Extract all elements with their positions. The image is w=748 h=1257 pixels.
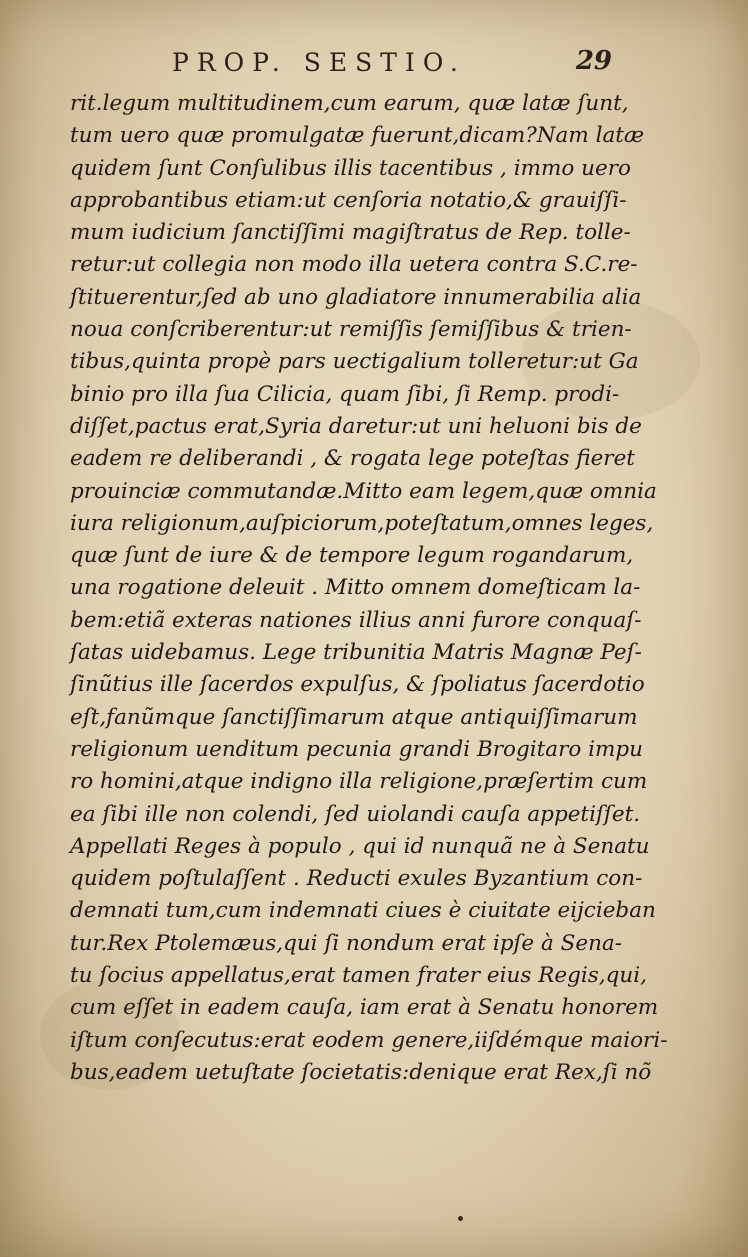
text-line: tur.Rex Ptolemæus,qui ſi nondum erat ipſe à Sena- — [70, 930, 623, 956]
text-line: rit.legum multitudinem,cum earum, quæ latæ ſunt, — [70, 91, 629, 116]
text-line: tibus,quinta propè pars uectigalium tolleretur:ut Ga — [70, 349, 639, 375]
text-line: tu ſocius appellatus,erat tamen frater eius Regis,qui, — [70, 963, 647, 989]
text-block — [70, 88, 668, 1089]
ink-mark — [458, 1216, 463, 1221]
text-line: binio pro illa ſua Cilicia, quam ſibi, ſi Remp. prodi- — [70, 381, 620, 407]
text-line: demnati tum,cum indemnati ciues è ciuitate eijcieban — [70, 898, 656, 924]
text-line: ſinũtius ille ſacerdos expulſus, & ſpoliatus ſacerdotio — [70, 672, 645, 698]
running-head — [72, 40, 612, 90]
text-line: quidem ſunt Conſulibus illis tacentibus , immo uero — [70, 155, 631, 181]
text-line: noua conſcriberentur:ut remiſſis ſemiſſibus & trien- — [70, 317, 632, 343]
text-line: retur:ut collegia non modo illa uetera contra S.C.re- — [70, 252, 638, 278]
text-line: iura religionum,auſpiciorum,poteſtatum,omnes leges, — [70, 510, 654, 536]
text-line: ſtituerentur,ſed ab uno gladiatore innumerabilia alia — [70, 284, 642, 310]
text-line: tum uero quæ promulgatæ fuerunt,dicam?Nam latæ — [70, 123, 645, 149]
text-line: quæ ſunt de iure & de tempore legum rogandarum, — [70, 543, 634, 569]
text-line: mum iudicium ſanctiſſimi magiſtratus de Rep. tolle- — [70, 220, 631, 246]
page-number: 29 — [575, 46, 612, 76]
text-line: quidem poſtulaſſent . Reducti exules Byzantium con- — [70, 866, 643, 892]
text-line: una rogatione deleuit . Mitto omnem domeſticam la- — [70, 575, 641, 601]
text-line: prouinciæ commutandæ.Mitto eam legem,quæ omnia — [70, 478, 657, 504]
text-line: bem:etiã exteras nationes illius anni furore conquaſ- — [70, 607, 642, 633]
text-line: ro homini,atque indigno illa religione,præſertim cum — [70, 769, 648, 795]
text-line: approbantibus etiam:ut cenſoria notatio,& grauiſſi- — [70, 187, 627, 213]
text-line: diſſet,pactus erat,Syria daretur:ut uni heluoni bis de — [70, 413, 642, 439]
text-line: religionum uenditum pecunia grandi Brogitaro impu — [70, 736, 643, 762]
text-line: ſatas uidebamus. Lege tribunitia Matris Magnæ Peſ- — [70, 640, 642, 666]
text-line: eadem re deliberandi , & rogata lege poteſtas fieret — [70, 446, 635, 472]
text-line: iſtum conſecutus:erat eodem genere,iiſdémque maiori- — [70, 1027, 668, 1053]
running-title: PROP. SESTIO. — [172, 48, 466, 77]
text-line: ea ſibi ille non colendi, ſed uiolandi cauſa appetiſſet. — [70, 801, 641, 827]
text-line: Appellati Reges à populo , qui id nunquã ne à Senatu — [70, 833, 650, 859]
text-line: bus,eadem uetuſtate ſocietatis:denique erat Rex,ſi nõ — [70, 1059, 652, 1085]
text-line: cum eſſet in eadem cauſa, iam erat à Senatu honorem — [70, 995, 659, 1021]
text-line: eſt,fanũmque ſanctiſſimarum atque antiquiſſimarum — [70, 704, 638, 730]
